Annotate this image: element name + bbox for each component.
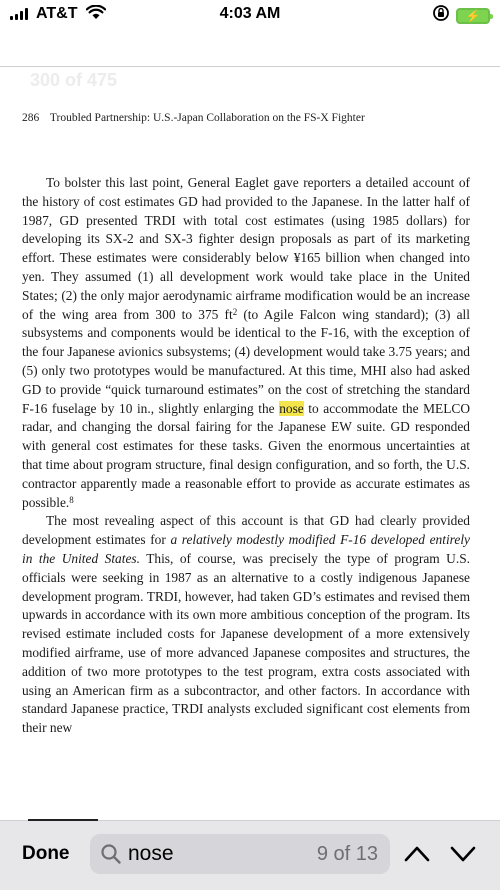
page-edge-line xyxy=(28,819,98,821)
toolbar-divider xyxy=(0,66,500,67)
paragraph-2-text-a: The most revealing aspect of this account is that GD had clearly provided development estimates for xyxy=(22,513,470,548)
paragraph-1 xyxy=(22,174,470,512)
document-page[interactable] xyxy=(22,112,484,820)
status-bar xyxy=(0,0,500,30)
search-icon xyxy=(100,843,122,865)
carrier-name: AT&T xyxy=(36,5,78,22)
search-highlight: nose xyxy=(279,400,304,416)
paragraph-2-italic: a relatively modestly modified F-16 developed entirely in the United States. xyxy=(22,532,471,566)
paragraph-1-text-c: to accommodate the MELCO radar, and changing the dorsal fairing for the Japanese EW suite. GD responded with general cost estimates for these tasks. Given the enormous uncertainties at that time about program structure, final design configuration, and so forth, the U.S. contractor apparently made a reasonable effort to provide as accurate estimates as possible. xyxy=(22,400,470,510)
next-match-button[interactable] xyxy=(448,841,478,867)
find-search-field[interactable] xyxy=(90,834,390,874)
find-input[interactable] xyxy=(128,842,298,866)
battery-charging-icon: ⚡ xyxy=(456,8,490,24)
find-bar xyxy=(0,820,500,890)
footnote-marker[interactable]: 8 xyxy=(69,494,74,505)
running-header xyxy=(22,112,484,124)
paragraph-2-text-b: This, of course, was precisely the type of program U.S. officials were seeking in 1987 as an alternative to a costly indigenous Japanese development program. TRDI, however, had taken GD’s estimates and revised them upwards in accordance with its own more ambitious conception of the program. Its revised estimate included costs for Japanese development of a more extensively modified airframe, use of more advanced Japanese composites and structures, the addition of two more prototypes to the test program, extra costs associated with using an American firm as a subcontractor, and other factors. In accordance with standard Japanese practice, TRDI analysts excluded significant cost elements from their new xyxy=(22,550,470,736)
done-button[interactable]: Done xyxy=(22,843,70,864)
body-text xyxy=(22,174,470,738)
status-clock: 4:03 AM xyxy=(219,5,281,22)
chevron-down-icon xyxy=(448,841,478,867)
paragraph-2 xyxy=(22,512,470,738)
page-number: 286 xyxy=(22,112,40,124)
paragraph-1-text-a: To bolster this last point, General Eaglet gave reporters a detailed account of the history of cost estimates GD had provided to the Japanese. In the latter half of 1987, GD presented TRDI with total cost estimates (using 1985 dollars) for developing its SX-2 and SX-3 fighter design proposals as part of its marketing effort. These estimates were considerably below ¥165 billion when changed into yen. They assumed (1) all development work would take place in the United States; (2) the only major aerodynamic airframe modification would be an increase of the wing area from 300 to 375 ft xyxy=(22,175,470,322)
chevron-up-icon xyxy=(402,841,432,867)
running-title: Troubled Partnership: U.S.-Japan Collaboration on the FS-X Fighter xyxy=(49,112,365,124)
previous-match-button[interactable] xyxy=(402,841,432,867)
page-counter: 300 of 475 xyxy=(30,70,118,90)
paragraph-1-text-b: (to Agile Falcon wing standard); (3) all subsystems and components would be identical to the F-16, with the exception of the four Japanese avionics subsystems; (4) development would take 3.75 years; and (5) only two prototypes would be manufactured. At this time, MHI also had asked GD to provide “quick turnaround estimates” on the cost of stretching the standard F-16 fuselage by 10 in., slightly enlarging the xyxy=(22,306,470,416)
match-count: 9 of 13 xyxy=(316,843,378,865)
superscript-2: 2 xyxy=(232,306,238,317)
orientation-lock-icon xyxy=(432,4,450,27)
